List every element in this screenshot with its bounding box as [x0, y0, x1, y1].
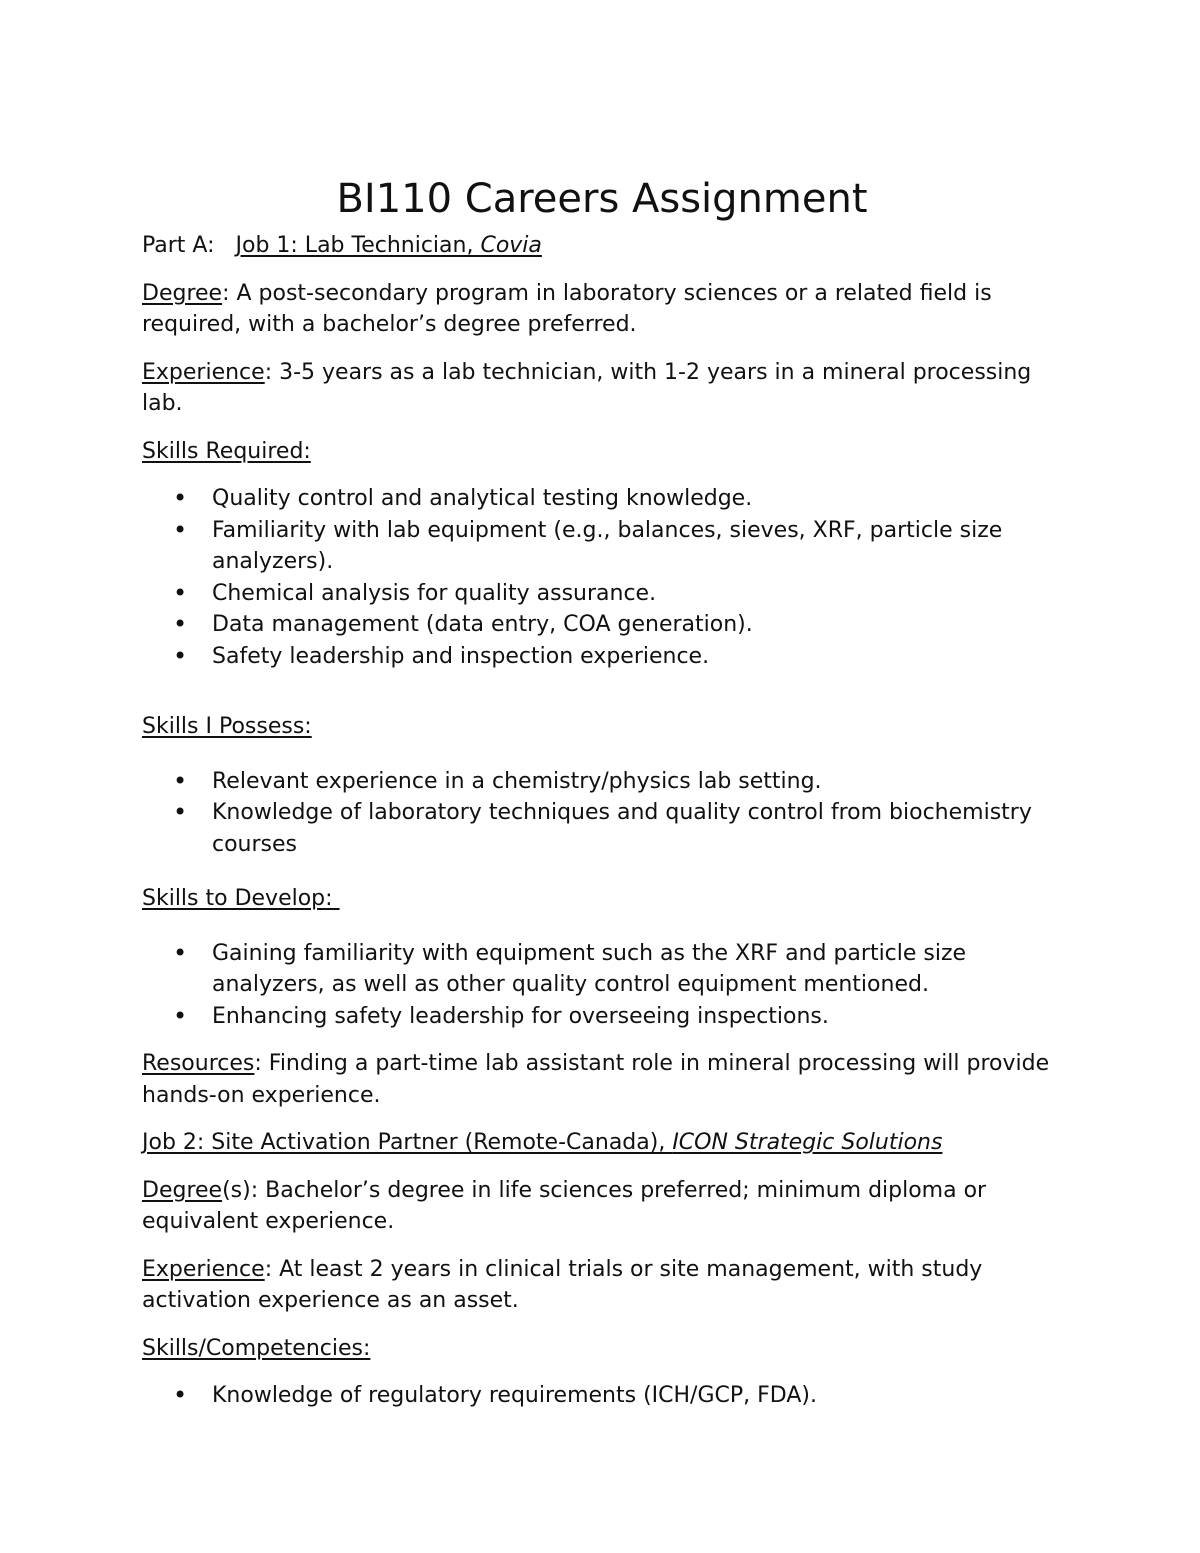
skills-develop-label: Skills to Develop:: [142, 886, 340, 911]
list-item: • Knowledge of regulatory requirements (ICH/GCP, FDA).: [142, 1380, 1062, 1412]
job2-degree-label: Degree: [142, 1177, 223, 1203]
job2-experience-label: Experience: [142, 1256, 265, 1282]
list-item: • Quality control and analytical testing knowledge.: [142, 483, 1062, 515]
skills-required-list: [142, 483, 1062, 672]
job1-degree-text: : A post-secondary program in laboratory sciences or a related field is required, with a bachelor’s degree preferred.: [142, 280, 992, 337]
job1-experience: [142, 357, 1062, 420]
list-item: • Gaining familiarity with equipment such as the XRF and particle size analyzers, as well as other quality control equipment mentioned.: [142, 938, 1062, 1001]
skills-possess-label: Skills I Possess:: [142, 714, 312, 739]
job1-resources-label: Resources: [142, 1051, 255, 1076]
list-item: • Chemical analysis for quality assurance.: [142, 578, 1062, 610]
skills-competencies-label: Skills/Competencies:: [142, 1335, 371, 1361]
skills-required-label: Skills Required:: [142, 438, 311, 464]
job1-company: Covia: [480, 233, 542, 258]
job1-degree: [142, 278, 1062, 341]
part-a-heading: [142, 230, 1062, 262]
job2-heading: [142, 1127, 1062, 1159]
list-item: • Knowledge of laboratory techniques and quality control from biochemistry courses: [142, 797, 1062, 860]
skills-possess-list: [142, 766, 1062, 861]
skills-develop-list: [142, 938, 1062, 1033]
job1-experience-text: : 3-5 years as a lab technician, with 1-2 years in a mineral processing lab.: [142, 359, 1032, 416]
job2-experience: [142, 1254, 1062, 1317]
job2-degree: [142, 1175, 1062, 1238]
list-item: • Relevant experience in a chemistry/physics lab setting.: [142, 766, 1062, 798]
job1-resources: [142, 1048, 1062, 1111]
job1-skills-possess-heading: [142, 711, 1062, 743]
list-item: • Safety leadership and inspection experience.: [142, 641, 1062, 673]
part-a-label: Part A:: [142, 233, 215, 258]
job1-heading: [236, 233, 542, 258]
document-title: BI110 Careers Assignment: [336, 176, 868, 222]
job2-title: Job 2: Site Activation Partner (Remote-Canada),: [142, 1130, 673, 1155]
job1-title: Job 1: Lab Technician,: [235, 233, 481, 258]
job2-degree-text: : Bachelor’s degree in life sciences preferred; minimum diploma or equivalent experience.: [142, 1177, 987, 1234]
list-item: • Familiarity with lab equipment (e.g., balances, sieves, XRF, particle size analyzers).: [142, 515, 1062, 578]
skills-competencies-list: [142, 1380, 1062, 1412]
job2-experience-text: : At least 2 years in clinical trials or site management, with study activation experience as an asset.: [142, 1256, 983, 1313]
job1-degree-label: Degree: [142, 280, 223, 306]
job2-company: ICON Strategic Solutions: [672, 1130, 943, 1155]
document-body: [142, 170, 1062, 1412]
list-item: • Data management (data entry, COA generation).: [142, 609, 1062, 641]
list-item: • Enhancing safety leadership for overseeing inspections.: [142, 1001, 1062, 1033]
job2-degree-suffix: (s): [222, 1177, 251, 1203]
job2-heading-underlined: [142, 1130, 942, 1155]
job1-skills-develop-heading: [142, 883, 1062, 915]
job1-skills-required-heading: [142, 436, 1062, 468]
job2-skills-heading: [142, 1333, 1062, 1365]
job1-experience-label: Experience: [142, 359, 265, 385]
job1-resources-text: : Finding a part-time lab assistant role in mineral processing will provide hands-on experience.: [142, 1051, 1050, 1108]
